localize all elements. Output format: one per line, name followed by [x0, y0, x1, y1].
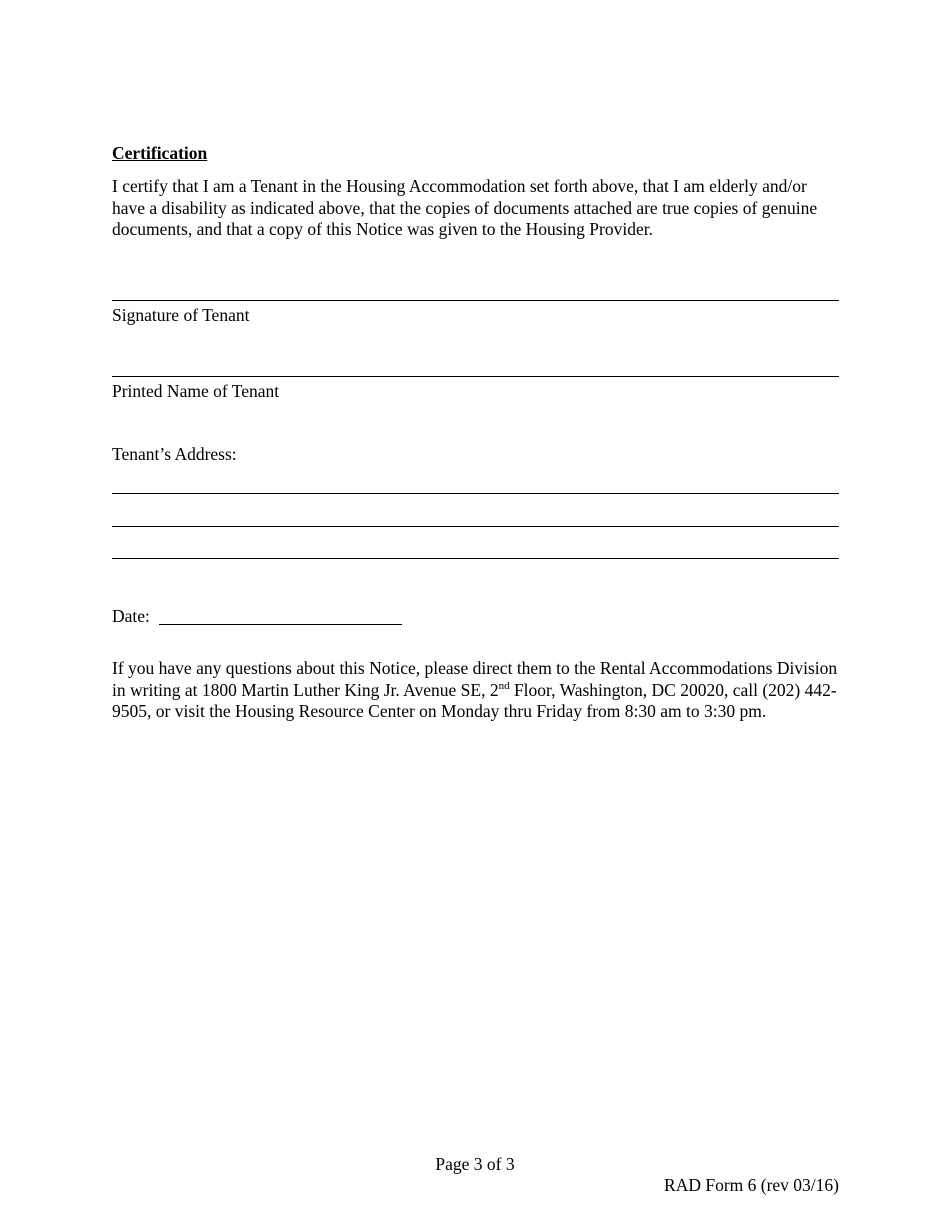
certification-text: I certify that I am a Tenant in the Housing Accommodation set forth above, that I am elderly and/or have a disability as indicated above, that the copies of documents attached are true copies of genuine documents, and that a copy of this Notice was given to the Housing Provider.: [112, 176, 818, 239]
address-label: Tenant’s Address:: [112, 444, 237, 464]
address-line-1[interactable]: [112, 493, 839, 494]
contact-text-part2: Floor, Washington, DC 20020, call (202) 442-9505, or visit the Housing Resource Center on Monday thru Friday from 8:30 am to 3:30 pm.: [112, 679, 837, 721]
contact-superscript: nd: [498, 679, 510, 692]
address-line-2[interactable]: [112, 526, 839, 527]
date-line[interactable]: [159, 624, 402, 625]
date-label: Date:: [112, 606, 150, 626]
printed-name-line[interactable]: [112, 376, 839, 377]
address-line-3[interactable]: [112, 558, 839, 559]
contact-text: [112, 658, 842, 723]
certification-heading: Certification: [112, 143, 208, 163]
signature-line[interactable]: [112, 300, 839, 301]
date-row: [112, 606, 402, 627]
contact-text-part1: If you have any questions about this Notice, please direct them to the Rental Accommodations Division in writing at 1800 Martin Luther King Jr. Avenue SE, 2: [112, 658, 838, 700]
printed-name-label: Printed Name of Tenant: [112, 381, 280, 401]
page-number: Page 3 of 3: [435, 1154, 515, 1174]
signature-label: Signature of Tenant: [112, 305, 250, 325]
form-id: RAD Form 6 (rev 03/16): [664, 1175, 839, 1195]
